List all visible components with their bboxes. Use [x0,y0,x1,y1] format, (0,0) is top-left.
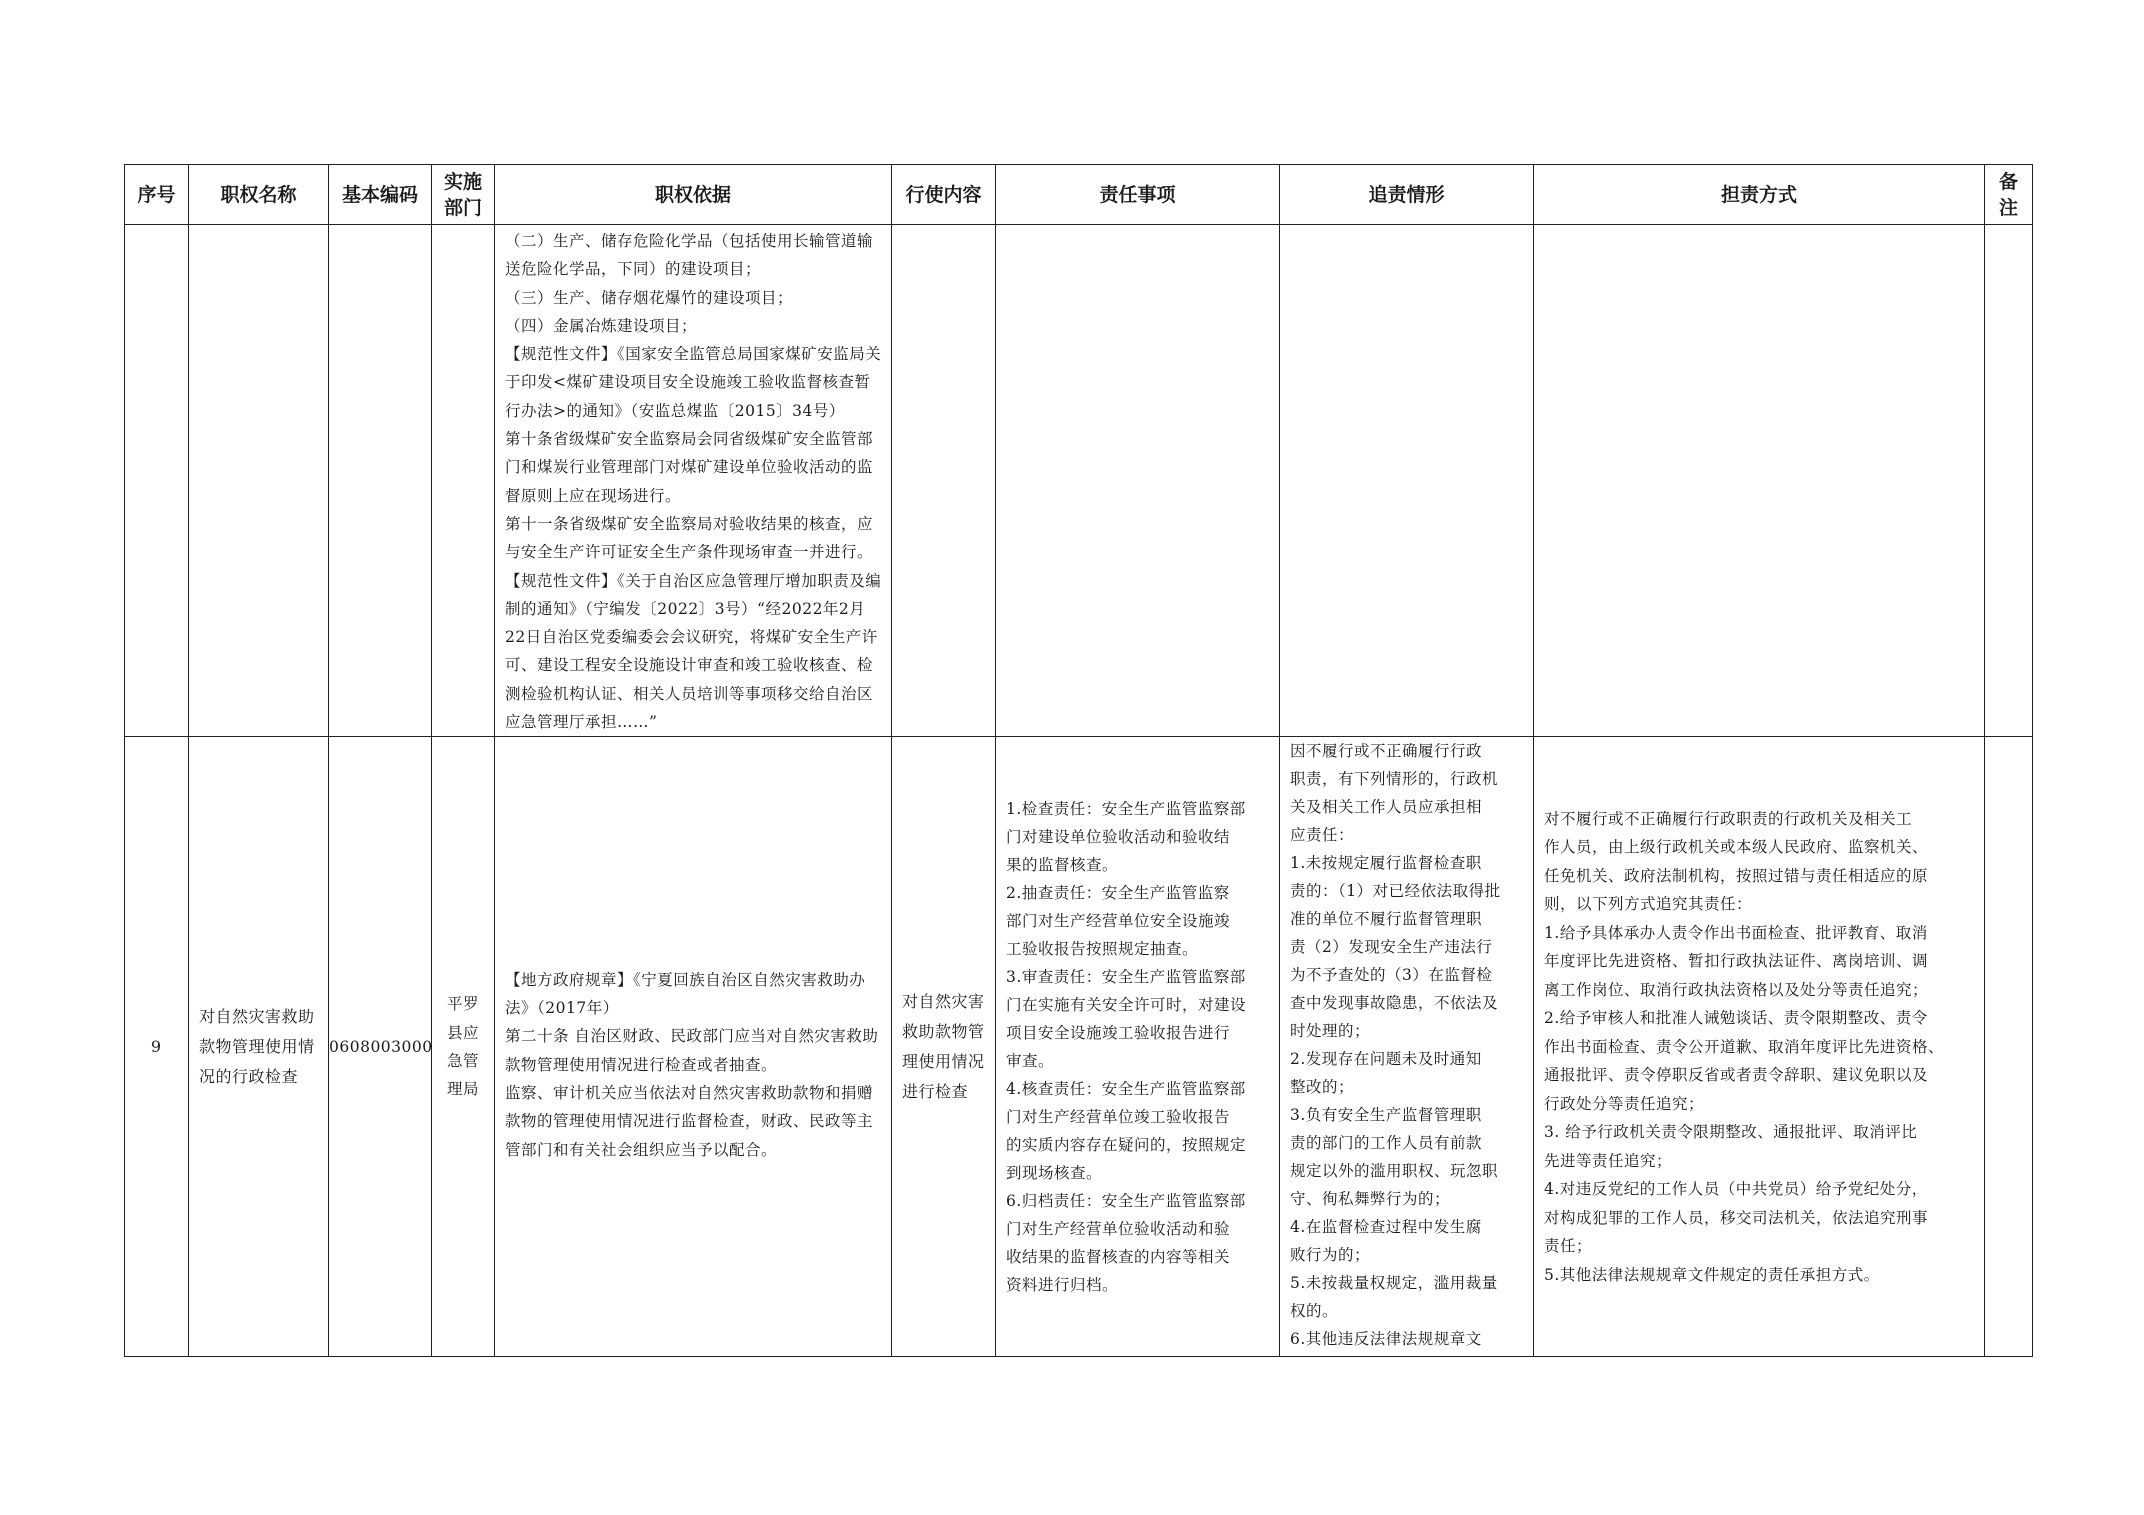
text-line: 门在实施有关安全许可时，对建设 [1006,995,1247,1014]
text-line: 先进等责任追究； [1544,1151,1673,1170]
text-line: 时处理的； [1290,1022,1371,1041]
text-line: 第十一条省级煤矿安全监察局对验收结果的核查，应 [505,514,874,533]
text-line: 急管 [446,1051,479,1070]
text-line: 理使用情况 [902,1051,985,1071]
text-line: 审查。 [1006,1051,1055,1070]
row9-dept-cell [432,737,495,1357]
text-line: 规定以外的滥用职权、玩忽职 [1290,1162,1499,1181]
text-line: 制的通知》（宁编发〔2022〕3号）“经2022年2月 [505,599,866,618]
text-line: 应责任： [1290,826,1355,845]
text-line: 1.给予具体承办人责令作出书面检查、批评教育、取消 [1544,923,1928,942]
cont-seq-cell [125,225,189,737]
text-line: 对构成犯罪的工作人员，移交司法机关，依法追究刑事 [1544,1208,1929,1227]
text-line: 责任； [1544,1237,1593,1256]
text-line: 收结果的监督核查的内容等相关 [1006,1247,1231,1266]
text-line: 责（2）发现安全生产违法行 [1290,938,1493,957]
text-line: 进行检查 [902,1081,969,1101]
text-line: 款物管理使用情况进行检查或者抽查。 [505,1055,778,1074]
text-line: 作出书面检查、责令公开道歉、取消年度评比先进资格、 [1544,1037,1945,1056]
row9-resp-cell [996,737,1280,1357]
header-code: 基本编码 [329,165,432,225]
text-line: 关及相关工作人员应承担相 [1290,798,1483,817]
row9-basis-text [495,966,891,1164]
text-line: 败行为的； [1290,1246,1371,1265]
text-line: 2.发现存在问题未及时通知 [1290,1050,1482,1069]
header-remark-text: 备注 [1998,170,2018,219]
header-dept [432,165,495,225]
cont-dept-cell [432,225,495,737]
text-line: （三）生产、储存烟花爆竹的建设项目； [505,288,794,307]
text-line: 对自然灾害 [902,991,985,1011]
text-line: 第二十条 自治区财政、民政部门应当对自然灾害救助 [505,1027,879,1046]
text-line: 行办法>的通知》（安监总煤监〔2015〕34号） [505,401,845,420]
text-line: 2.给予审核人和批准人诫勉谈话、责令限期整改、责令 [1544,1009,1928,1028]
row9-dept-text [432,990,494,1103]
text-line: 平罗 [446,995,479,1014]
text-line: 第十条省级煤矿安全监察局会同省级煤矿安全监管部 [505,430,874,449]
text-line: 对自然灾害救助 [199,1006,315,1026]
table-row-continued [125,225,2033,737]
text-line: 于印发<煤矿建设项目安全设施竣工验收监督核查暂 [505,373,871,392]
text-line: 责的部门的工作人员有前款 [1290,1134,1483,1153]
header-pursue: 追责情形 [1280,165,1534,225]
text-line: 2.抽查责任：安全生产监管监察 [1006,883,1230,902]
row9-resp-text [996,795,1279,1299]
cont-resp-cell [996,225,1280,737]
text-line: 因不履行或不正确履行行政 [1290,742,1483,761]
text-line: 对不履行或不正确履行行政职责的行政机关及相关工 [1544,809,1913,828]
text-line: 与安全生产许可证安全生产条件现场审查一并进行。 [505,543,874,562]
text-line: 3.负有安全生产监督管理职 [1290,1106,1482,1125]
text-line: 督原则上应在现场进行。 [505,486,682,505]
header-remark [1985,165,2033,225]
text-line: 3. 给予行政机关责令限期整改、通报批评、取消评比 [1544,1123,1918,1142]
text-line: 果的监督核查。 [1006,855,1119,874]
text-line: 款物的管理使用情况进行监督检查，财政、民政等主 [505,1112,874,1131]
row9-content-cell [892,737,996,1357]
text-line: 门对建设单位验收活动和验收结 [1006,827,1231,846]
row9-pursue-cell [1280,737,1534,1357]
row9-code: 0608003000 [329,1038,433,1057]
text-line: 部门对生产经营单位安全设施竣 [1006,911,1231,930]
row9-pursue-text [1280,737,1533,1353]
cont-code-cell [329,225,432,737]
text-line: 权的。 [1290,1302,1339,1321]
cont-basis-cell [495,225,892,737]
cont-name-cell [189,225,329,737]
text-line: 理局 [446,1080,479,1099]
text-line: 作人员，由上级行政机关或本级人民政府、监察机关、 [1544,838,1929,857]
text-line: 6.归档责任：安全生产监管监察部 [1006,1191,1246,1210]
text-line: 通报批评、责令停职反省或者责令辞职、建议免职以及 [1544,1066,1929,1085]
text-line: 准的单位不履行监督管理职 [1290,910,1483,929]
text-line: 县应 [446,1023,479,1042]
row9-content-text [892,987,995,1107]
text-line: 年度评比先进资格、暂扣行政执法证件、离岗培训、调 [1544,952,1929,971]
text-line: 【地方政府规章】《宁夏回族自治区自然灾害救助办 [505,970,866,989]
header-seq: 序号 [125,165,189,225]
text-line: 门和煤炭行业管理部门对煤矿建设单位验收活动的监 [505,458,874,477]
text-line: 职责，有下列情形的，行政机 [1290,770,1499,789]
text-line: 管部门和有关社会组织应当予以配合。 [505,1140,778,1159]
header-content: 行使内容 [892,165,996,225]
header-resp: 责任事项 [996,165,1280,225]
row9-seq-cell [125,737,189,1357]
row9-name-cell [189,737,329,1357]
text-line: 【规范性文件】《国家安全监管总局国家煤矿安监局关 [505,345,882,364]
text-line: 资料进行归档。 [1006,1275,1119,1294]
text-line: 5.其他法律法规规章文件规定的责任承担方式。 [1544,1265,1880,1284]
text-line: 则，以下列方式追究其责任： [1544,895,1753,914]
text-line: 救助款物管 [902,1021,985,1041]
text-line: 测检验机构认证、相关人员培训等事项移交给自治区 [505,684,874,703]
row9-code-cell [329,737,432,1357]
text-line: 查中发现事故隐患，不依法及 [1290,994,1499,1013]
text-line: 1.检查责任：安全生产监管监察部 [1006,799,1246,818]
text-line: 4.在监督检查过程中发生腐 [1290,1218,1482,1237]
text-line: 应急管理厅承担……” [505,713,658,732]
row9-remark-cell [1985,737,2033,1357]
text-line: （四）金属冶炼建设项目； [505,316,698,335]
row9-method-cell [1534,737,1985,1357]
cont-content-cell [892,225,996,737]
text-line: 况的行政检查 [199,1066,299,1086]
text-line: 【规范性文件】《关于自治区应急管理厅增加职责及编 [505,571,882,590]
table-row-9 [125,737,2033,1357]
header-name: 职权名称 [189,165,329,225]
text-line: 为不予查处的（3）在监督检 [1290,966,1493,985]
header-dept-text: 实施部门 [443,170,482,219]
header-row [125,165,2033,225]
text-line: 送危险化学品，下同）的建设项目； [505,260,762,279]
text-line: 项目安全设施竣工验收报告进行 [1006,1023,1231,1042]
text-line: 6.其他违反法律法规规章文 [1290,1330,1482,1349]
text-line: 行政处分等责任追究； [1544,1094,1705,1113]
text-line: 5.未按裁量权规定，滥用裁量 [1290,1274,1498,1293]
text-line: 门对生产经营单位验收活动和验 [1006,1219,1231,1238]
text-line: 法》（2017年） [505,999,619,1018]
text-line: （二）生产、储存危险化学品（包括使用长输管道输 [505,232,874,250]
text-line: 3.审查责任：安全生产监管监察部 [1006,967,1246,986]
cont-basis-text [495,225,891,736]
cont-method-cell [1534,225,1985,737]
row9-method-text [1534,805,1984,1290]
text-line: 工验收报告按照规定抽查。 [1006,939,1199,958]
text-line: 可、建设工程安全设施设计审查和竣工验收核查、检 [505,656,874,675]
text-line: 离工作岗位、取消行政执法资格以及处分等责任追究； [1544,980,1929,999]
text-line: 整改的； [1290,1078,1355,1097]
row9-basis-cell [495,737,892,1357]
text-line: 4.对违反党纪的工作人员（中共党员）给予党纪处分， [1544,1180,1928,1199]
cont-pursue-cell [1280,225,1534,737]
text-line: 任免机关、政府法制机构，按照过错与责任相适应的原 [1544,866,1929,885]
row9-name-text [189,1002,328,1092]
header-method: 担责方式 [1534,165,1985,225]
row9-seq: 9 [150,1036,163,1056]
text-line: 的实质内容存在疑问的，按照规定 [1006,1135,1247,1154]
header-basis: 职权依据 [495,165,892,225]
text-line: 4.核查责任：安全生产监管监察部 [1006,1079,1246,1098]
text-line: 22日自治区党委编委会会议研究，将煤矿安全生产许 [505,628,878,647]
text-line: 门对生产经营单位竣工验收报告 [1006,1107,1231,1126]
text-line: 监察、审计机关应当依法对自然灾害救助款物和捐赠 [505,1083,874,1102]
text-line: 守、徇私舞弊行为的； [1290,1190,1451,1209]
responsibility-table [124,164,2033,1357]
cont-remark-cell [1985,225,2033,737]
text-line: 1.未按规定履行监督检查职 [1290,854,1482,873]
text-line: 款物管理使用情 [199,1036,315,1056]
text-line: 责的：（1）对已经依法取得批 [1290,882,1501,901]
text-line: 到现场核查。 [1006,1163,1103,1182]
